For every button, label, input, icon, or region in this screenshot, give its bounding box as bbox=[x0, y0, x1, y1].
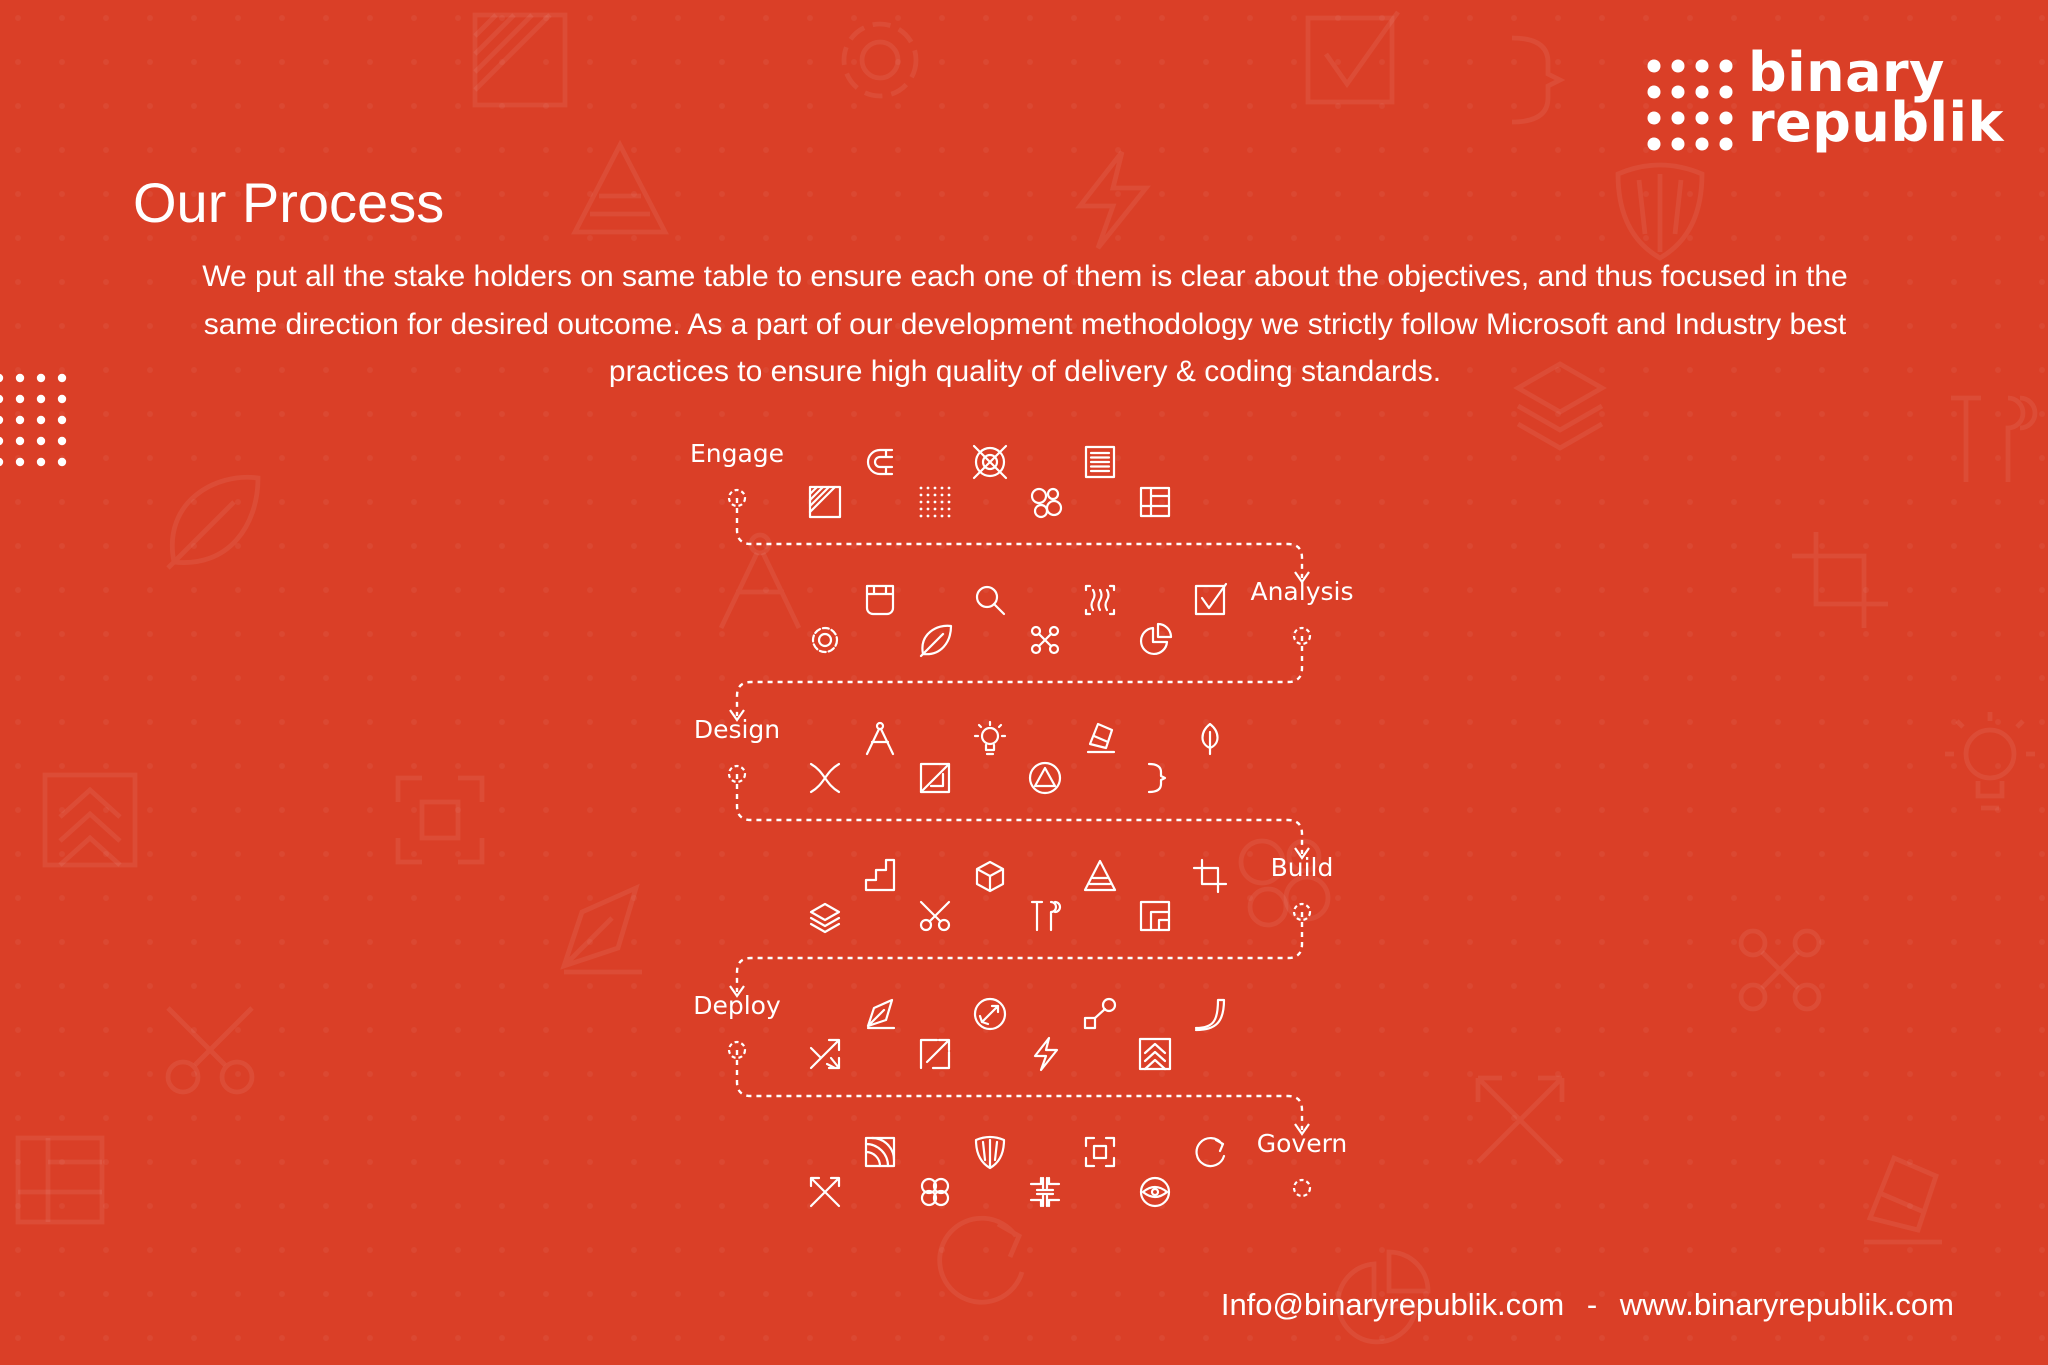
nodes-icon bbox=[1032, 627, 1058, 653]
process-stage-design bbox=[694, 715, 1218, 793]
lightning-icon bbox=[1035, 1038, 1057, 1070]
shield-icon bbox=[976, 1137, 1004, 1168]
striped-box-icon bbox=[866, 1138, 894, 1166]
contact-footer bbox=[1221, 1287, 1954, 1323]
maze-icon bbox=[1031, 1178, 1059, 1206]
process-stage-engage bbox=[690, 439, 1169, 517]
process-connector bbox=[737, 774, 1302, 854]
feather-icon bbox=[1203, 724, 1218, 754]
process-stage-build bbox=[811, 853, 1333, 932]
process-connector bbox=[737, 498, 1302, 578]
layers-icon bbox=[811, 904, 839, 932]
process-connector bbox=[737, 1050, 1302, 1130]
stairs-icon bbox=[866, 860, 894, 890]
pen-icon bbox=[1088, 724, 1114, 752]
logo-line-1: binary bbox=[1748, 41, 1945, 104]
chevrons-box-icon bbox=[1140, 1039, 1170, 1069]
shuffle-arrows-icon bbox=[811, 1040, 839, 1068]
bulb-icon bbox=[975, 722, 1005, 754]
stage-label: Govern bbox=[1256, 1129, 1348, 1158]
process-stage-analysis bbox=[813, 577, 1354, 656]
curve-icon bbox=[1196, 1000, 1224, 1030]
clover-icon bbox=[922, 1179, 948, 1205]
stage-label: Design bbox=[693, 715, 781, 744]
logo-line-2: republik bbox=[1748, 91, 2004, 154]
gear-icon bbox=[813, 628, 837, 652]
circles-cluster-icon bbox=[1032, 489, 1061, 517]
tools-icon bbox=[1032, 902, 1060, 930]
refresh-icon bbox=[1197, 1138, 1224, 1166]
dot-grid-icon bbox=[920, 487, 951, 518]
target-cross-icon bbox=[974, 446, 1006, 478]
hatched-square-icon bbox=[810, 487, 840, 517]
magnet-icon bbox=[868, 450, 892, 474]
leaf-icon bbox=[921, 626, 951, 656]
rocket-icon bbox=[975, 999, 1005, 1029]
intro-paragraph: We put all the stake holders on same table to ensure each one of them is clear about the objectives, and thus focused in the same direction for desired outcome. As a part of our development methodology we strictly follow Microsoft and Industry best practices to ensure high quality of delivery & coding standards. bbox=[202, 260, 1848, 388]
focus-icon bbox=[1086, 1138, 1114, 1166]
expand-icon bbox=[921, 1040, 949, 1068]
contact-website[interactable]: www.binaryrepublik.com bbox=[1619, 1287, 1954, 1322]
scissors-icon bbox=[921, 902, 949, 930]
document-lines-icon bbox=[1086, 447, 1114, 477]
triangle-circle-icon bbox=[1030, 763, 1060, 793]
grid-cube-icon bbox=[1141, 488, 1169, 516]
contact-separator: - bbox=[1586, 1287, 1598, 1322]
waves-box-icon bbox=[1086, 586, 1114, 614]
process-stage-deploy bbox=[693, 991, 1224, 1070]
page-title: Our Process bbox=[133, 171, 445, 234]
pencil-icon bbox=[868, 1000, 894, 1028]
board-icon bbox=[867, 586, 893, 614]
stage-node-icon bbox=[1294, 1180, 1310, 1196]
pie-chart-icon bbox=[1141, 624, 1171, 654]
magnifier-icon bbox=[977, 587, 1004, 614]
process-connector bbox=[737, 636, 1302, 716]
checkbox-icon bbox=[1196, 584, 1226, 614]
cube-icon bbox=[977, 862, 1003, 891]
bracket-icon bbox=[1149, 764, 1165, 792]
crossed-arrows-icon bbox=[811, 1178, 839, 1206]
link-node-icon bbox=[1085, 999, 1115, 1028]
stage-label: Engage bbox=[689, 439, 785, 468]
stage-label: Build bbox=[1270, 853, 1334, 882]
stage-label: Analysis bbox=[1250, 577, 1354, 606]
crossed-curves-icon bbox=[811, 764, 839, 792]
pyramid-icon bbox=[1085, 861, 1115, 890]
process-stage-govern bbox=[811, 1129, 1347, 1206]
crop-icon bbox=[1194, 860, 1226, 892]
ruler-square-icon bbox=[921, 764, 949, 792]
frame-icon bbox=[1141, 902, 1169, 930]
stage-label: Deploy bbox=[693, 991, 781, 1020]
contact-email[interactable]: Info@binaryrepublik.com bbox=[1220, 1287, 1565, 1322]
eye-icon bbox=[1141, 1178, 1169, 1206]
compass-icon bbox=[867, 723, 893, 754]
